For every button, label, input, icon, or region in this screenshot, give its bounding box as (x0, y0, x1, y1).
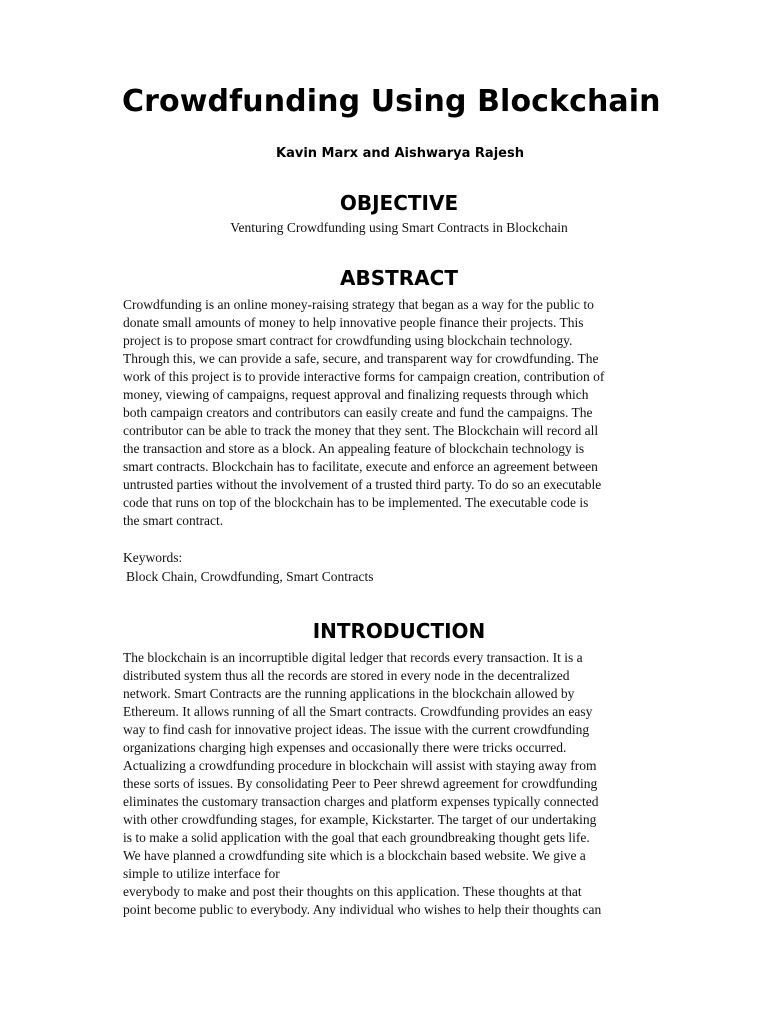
abstract-line: the smart contract. (123, 513, 224, 528)
abstract-line: money, viewing of campaigns, request approval and finalizing requests through which (123, 387, 589, 402)
keywords-list: Block Chain, Crowdfunding, Smart Contracts (126, 569, 374, 584)
introduction-body (123, 649, 703, 919)
abstract-line: both campaign creators and contributors can easily create and fund the campaigns. The (123, 405, 593, 420)
abstract-line: Crowdfunding is an online money-raising strategy that began as a way for the public to (123, 297, 594, 312)
abstract-line: untrusted parties without the involvement of a trusted third party. To do so an executable (123, 477, 602, 492)
introduction-line: Actualizing a crowdfunding procedure in blockchain will assist with staying away from (123, 758, 597, 773)
keywords-label: Keywords: (123, 550, 183, 565)
abstract-line: contributor can be able to track the money that they sent. The Blockchain will record all (123, 423, 599, 438)
introduction-line: The blockchain is an incorruptible digital ledger that records every transaction. It is a (123, 650, 583, 665)
introduction-line: We have planned a crowdfunding site which is a blockchain based website. We give a (123, 848, 586, 863)
introduction-line: network. Smart Contracts are the running applications in the blockchain allowed by (123, 686, 575, 701)
introduction-line: organizations charging high expenses and occasionally there were tricks occurred. (123, 740, 567, 755)
introduction-line: is to make a solid application with the goal that each groundbreaking thought gets life. (123, 830, 590, 845)
objective-heading: OBJECTIVE (339, 191, 459, 215)
abstract-body (123, 296, 703, 530)
introduction-line: with other crowdfunding stages, for example, Kickstarter. The target of our undertaking (123, 812, 597, 827)
introduction-line: point become public to everybody. Any individual who wishes to help their thoughts can (123, 902, 602, 917)
objective-text: Venturing Crowdfunding using Smart Contracts in Blockchain (230, 220, 568, 235)
abstract-line: donate small amounts of money to help innovative people finance their projects. This (123, 315, 584, 330)
abstract-line: smart contracts. Blockchain has to facilitate, execute and enforce an agreement between (123, 459, 598, 474)
introduction-line: everybody to make and post their thoughts on this application. These thoughts at that (123, 884, 582, 899)
abstract-line: the transaction and store as a block. An appealing feature of blockchain technology is (123, 441, 585, 456)
introduction-line: Ethereum. It allows running of all the Smart contracts. Crowdfunding provides an easy (123, 704, 593, 719)
abstract-line: code that runs on top of the blockchain has to be implemented. The executable code is (123, 495, 589, 510)
abstract-line: Through this, we can provide a safe, secure, and transparent way for crowdfunding. The (123, 351, 599, 366)
introduction-line: distributed system thus all the records are stored in every node in the decentralized (123, 668, 570, 683)
paper-title: Crowdfunding Using Blockchain (122, 84, 661, 119)
abstract-heading: ABSTRACT (340, 266, 458, 290)
introduction-heading: INTRODUCTION (312, 619, 486, 643)
paper-authors: Kavin Marx and Aishwarya Rajesh (276, 146, 524, 161)
introduction-line: way to find cash for innovative project ideas. The issue with the current crowdfunding (123, 722, 590, 737)
introduction-line: these sorts of issues. By consolidating Peer to Peer shrewd agreement for crowdfunding (123, 776, 598, 791)
abstract-line: work of this project is to provide interactive forms for campaign creation, contribution of (123, 369, 605, 384)
abstract-line: project is to propose smart contract for crowdfunding using blockchain technology. (123, 333, 573, 348)
introduction-line: simple to utilize interface for (123, 866, 280, 881)
introduction-line: eliminates the customary transaction charges and platform expenses typically connected (123, 794, 599, 809)
